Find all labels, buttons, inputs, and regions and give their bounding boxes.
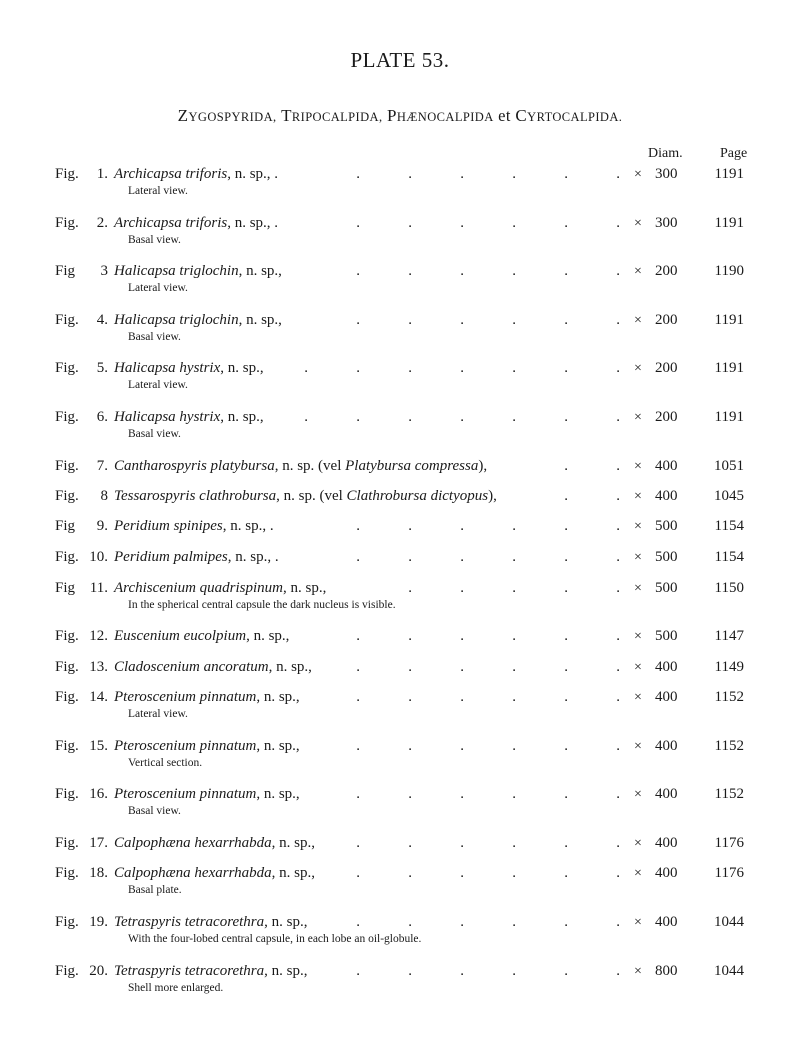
fig-number: 14. [89,689,108,705]
magnification-symbol: × [634,964,642,979]
magnification-symbol: × [634,410,642,425]
diameter-value: 400 [655,659,678,675]
figure-entry [0,409,800,449]
species-binomial: Calpophæna hexarrhabda [114,865,272,881]
magnification-symbol: × [634,866,642,881]
figure-description: Basal plate. [128,884,182,896]
fig-label: Fig [55,580,76,596]
magnification-symbol: × [634,459,642,474]
species-suffix: , n. sp., [271,865,315,881]
magnification-symbol: × [634,581,642,596]
diameter-value: 400 [655,914,678,930]
fig-number: 13. [89,659,108,675]
species-suffix: , n. sp., [268,659,312,675]
magnification-symbol: × [634,264,642,279]
page-reference: 1051 [714,458,744,474]
diam-column-header: Diam. [648,146,683,161]
species-name [114,549,279,566]
page-reference: 1176 [714,865,744,881]
diameter-value: 500 [655,628,678,644]
species-name [114,166,278,183]
species-binomial: Peridium palmipes [114,549,228,565]
magnification-symbol: × [634,167,642,182]
fig-number: 1. [96,166,108,182]
species-name [114,518,274,535]
magnification-symbol: × [634,519,642,534]
fig-label: Fig. [55,458,79,474]
species-name [114,963,308,980]
figure-entry [0,963,800,1003]
magnification-symbol: × [634,739,642,754]
synonym-binomial: Platybursa compressa [345,458,479,474]
species-name [114,786,300,803]
species-suffix: , n. sp., . [227,215,279,231]
species-binomial: Archicapsa triforis [114,215,228,231]
species-binomial: Halicapsa triglochin [114,263,239,279]
fig-label: Fig. [55,786,79,802]
species-suffix: , n. sp., [220,360,264,376]
figure-description: Basal view. [128,331,181,343]
species-binomial: Tessarospyris clathrobursa [114,488,277,504]
species-name [114,263,282,280]
species-binomial: Pteroscenium pinnatum [114,738,257,754]
dot-leader: . . [564,488,620,504]
species-suffix: , n. sp., . [222,518,274,534]
species-name [114,360,264,377]
diameter-value: 200 [655,409,678,425]
magnification-symbol: × [634,836,642,851]
fig-number: 6. [96,409,108,425]
fig-number: 3 [100,263,108,279]
species-suffix: , n. sp., [238,312,282,328]
figure-description: Basal view. [128,234,181,246]
species-binomial: Calpophæna hexarrhabda [114,835,272,851]
diameter-value: 800 [655,963,678,979]
species-suffix: , n. sp., [264,963,308,979]
diameter-value: 400 [655,835,678,851]
figure-description: In the spherical central capsule the dark nucleus is visible. [128,599,396,611]
dot-leader: . . . . . . [356,865,620,881]
species-suffix: , n. sp., [264,914,308,930]
diameter-value: 400 [655,786,678,802]
page-reference: 1044 [714,963,744,979]
figure-entry [0,580,800,620]
species-suffix: , n. sp., [256,738,300,754]
magnification-symbol: × [634,915,642,930]
synonym-binomial: Clathrobursa dictyopus [346,488,489,504]
page-reference: 1176 [714,835,744,851]
species-name [114,738,300,755]
species-suffix: , n. sp., [220,409,264,425]
species-binomial: Pteroscenium pinnatum [114,689,257,705]
figure-entry [0,312,800,352]
figure-entry [0,263,800,303]
diameter-value: 500 [655,549,678,565]
figure-description: Lateral view. [128,708,188,720]
figure-entry [0,865,800,905]
fig-number: 5. [96,360,108,376]
figure-description: Basal view. [128,805,181,817]
dot-leader: . . . . . [408,580,620,596]
species-binomial: Tetraspyris tetracorethra [114,914,265,930]
page-reference: 1154 [714,518,744,534]
magnification-symbol: × [634,216,642,231]
fig-number: 7. [96,458,108,474]
fig-label: Fig. [55,628,79,644]
figure-entry [0,914,800,954]
fig-label: Fig. [55,865,79,881]
figure-description: Lateral view. [128,379,188,391]
fig-number: 10. [89,549,108,565]
dot-leader: . . . . . . [356,518,620,534]
fig-number: 4. [96,312,108,328]
fig-label: Fig. [55,914,79,930]
fig-label: Fig. [55,835,79,851]
species-name [114,488,497,505]
dot-leader: . . . . . . [356,549,620,565]
species-name [114,835,315,852]
fig-number: 19. [89,914,108,930]
species-suffix: , n. sp., . [227,549,279,565]
fig-number: 18. [89,865,108,881]
dot-leader: . . . . . . [356,914,620,930]
figure-description: Shell more enlarged. [128,982,224,994]
species-name [114,312,282,329]
species-binomial: Halicapsa triglochin [114,312,239,328]
figure-description: Basal view. [128,428,181,440]
magnification-symbol: × [634,660,642,675]
magnification-symbol: × [634,313,642,328]
diameter-value: 300 [655,166,678,182]
diameter-value: 400 [655,865,678,881]
fig-number: 20. [89,963,108,979]
species-suffix: , n. sp., [256,786,300,802]
figure-entry [0,738,800,778]
page-reference: 1152 [714,738,744,754]
dot-leader: . . [564,458,620,474]
diameter-value: 400 [655,738,678,754]
page-reference: 1191 [714,215,744,231]
magnification-symbol: × [634,550,642,565]
magnification-symbol: × [634,361,642,376]
fig-label: Fig [55,263,76,279]
fig-number: 15. [89,738,108,754]
species-suffix: , n. sp., . [227,166,279,182]
species-name [114,689,300,706]
species-name [114,458,487,475]
figure-description: Lateral view. [128,185,188,197]
dot-leader: . . . . . . [356,786,620,802]
species-name [114,409,264,426]
species-name [114,628,289,645]
dot-leader: . . . . . . [356,166,620,182]
species-name [114,914,308,931]
page-reference: 1191 [714,360,744,376]
species-binomial: Halicapsa hystrix [114,409,221,425]
species-name [114,215,278,232]
page-reference: 1154 [714,549,744,565]
species-name [114,580,326,597]
species-binomial: Archicapsa triforis [114,166,228,182]
page-reference: 1044 [714,914,744,930]
fig-label: Fig. [55,409,79,425]
fig-label: Fig. [55,215,79,231]
species-name [114,865,315,882]
species-binomial: Cladoscenium ancoratum [114,659,269,675]
page-reference: 1191 [714,166,744,182]
figure-entry [0,786,800,826]
page-reference: 1152 [714,786,744,802]
fig-number: 17. [89,835,108,851]
species-binomial: Halicapsa hystrix [114,360,221,376]
dot-leader: . . . . . . . [304,360,620,376]
dot-leader: . . . . . . [356,738,620,754]
fig-label: Fig. [55,360,79,376]
page-reference: 1190 [714,263,744,279]
synonym-suffix: ), [478,458,488,474]
species-suffix: , n. sp. (vel [276,488,347,504]
fig-label: Fig. [55,738,79,754]
page-reference: 1149 [714,659,744,675]
fig-label: Fig. [55,488,79,504]
synonym-suffix: ), [488,488,497,504]
dot-leader: . . . . . . [356,835,620,851]
fig-number: 8 [100,488,108,504]
page-reference: 1147 [714,628,744,644]
dot-leader: . . . . . . [356,312,620,328]
dot-leader: . . . . . . [356,963,620,979]
species-suffix: , n. sp. (vel [274,458,346,474]
dot-leader: . . . . . . . [304,409,620,425]
figure-description: With the four-lobed central capsule, in each lobe an oil-globule. [128,933,422,945]
magnification-symbol: × [634,489,642,504]
figure-description: Vertical section. [128,757,203,769]
figure-description: Lateral view. [128,282,188,294]
species-binomial: Pteroscenium pinnatum [114,786,257,802]
diameter-value: 500 [655,518,678,534]
species-binomial: Peridium spinipes [114,518,223,534]
dot-leader: . . . . . . [356,628,620,644]
fig-label: Fig. [55,166,79,182]
species-suffix: , n. sp., [271,835,315,851]
figure-entry [0,360,800,400]
fig-number: 11. [89,580,108,596]
fig-label: Fig. [55,549,79,565]
species-suffix: , n. sp., [238,263,282,279]
species-binomial: Cantharospyris platybursa [114,458,275,474]
diameter-value: 200 [655,263,678,279]
species-binomial: Archiscenium quadrispinum [114,580,284,596]
page-reference: 1045 [714,488,744,504]
page-reference: 1191 [714,409,744,425]
figure-entry [0,689,800,729]
page-column-header: Page [720,146,748,161]
fig-label: Fig. [55,659,79,675]
page-reference: 1150 [714,580,744,596]
diameter-value: 400 [655,488,678,504]
page-reference: 1152 [714,689,744,705]
diameter-value: 200 [655,312,678,328]
fig-number: 9. [96,518,108,534]
diameter-value: 300 [655,215,678,231]
species-name [114,659,312,676]
fig-number: 12. [89,628,108,644]
diameter-value: 400 [655,689,678,705]
dot-leader: . . . . . . [356,659,620,675]
dot-leader: . . . . . . [356,215,620,231]
magnification-symbol: × [634,629,642,644]
fig-number: 2. [96,215,108,231]
species-binomial: Euscenium eucolpium [114,628,247,644]
species-suffix: , n. sp., [256,689,300,705]
dot-leader: . . . . . . [356,263,620,279]
page-reference: 1191 [714,312,744,328]
species-suffix: , n. sp., [283,580,327,596]
diameter-value: 500 [655,580,678,596]
fig-label: Fig. [55,312,79,328]
species-binomial: Tetraspyris tetracorethra [114,963,265,979]
figure-entry [0,166,800,206]
figure-entry [0,215,800,255]
diameter-value: 200 [655,360,678,376]
fig-label: Fig. [55,963,79,979]
diameter-value: 400 [655,458,678,474]
plate-subtitle: ZYGOSPYRIDA, TRIPOCALPIDA, PHÆNOCALPIDA et CYRTOCALPIDA. [177,106,623,125]
magnification-symbol: × [634,690,642,705]
fig-label: Fig. [55,689,79,705]
dot-leader: . . . . . . [356,689,620,705]
fig-number: 16. [89,786,108,802]
magnification-symbol: × [634,787,642,802]
fig-label: Fig [55,518,76,534]
species-suffix: , n. sp., [246,628,290,644]
plate-title: PLATE 53. [350,48,450,72]
